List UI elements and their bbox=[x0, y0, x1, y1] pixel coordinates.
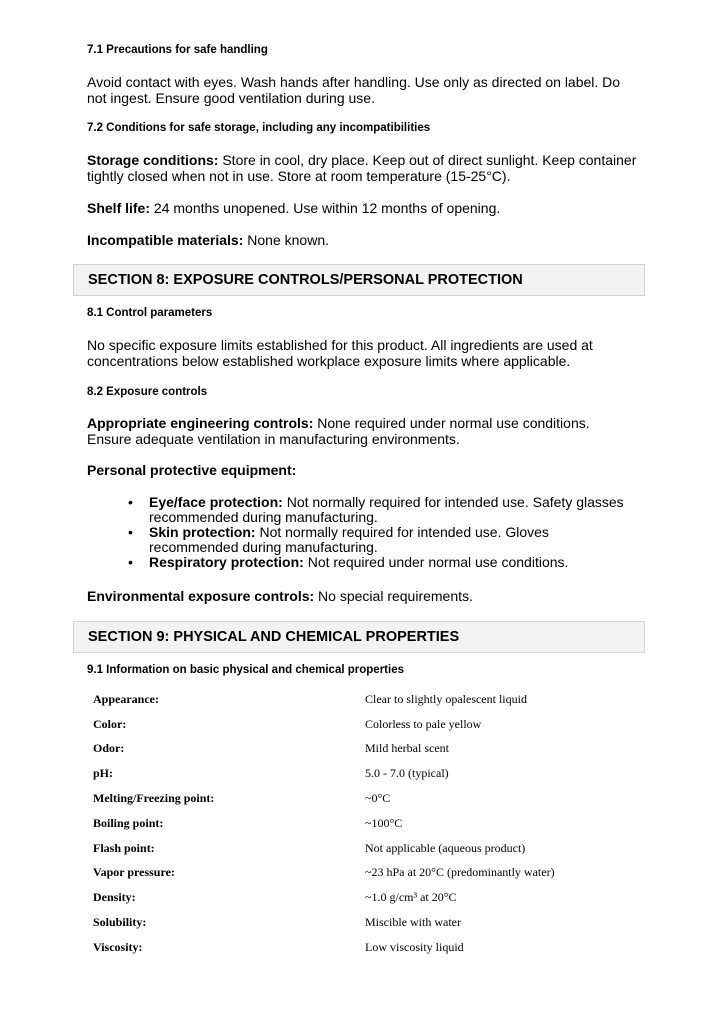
section-8-header bbox=[73, 264, 645, 296]
property-name: Appearance: bbox=[93, 691, 159, 706]
ppe-list bbox=[128, 494, 629, 570]
property-name: pH: bbox=[93, 766, 114, 781]
ppe-heading-label: Personal protective equipment: bbox=[87, 462, 297, 478]
eng-text: None required under normal use conditions. Ensure adequate ventilation in manufacturing environments. bbox=[87, 415, 590, 447]
shelf-label: Shelf life: bbox=[87, 200, 151, 216]
env-text: No special requirements. bbox=[314, 588, 473, 604]
table-row bbox=[93, 811, 633, 836]
heading-7-2: 7.2 Conditions for safe storage, including any incompatibilities bbox=[87, 122, 431, 134]
list-item bbox=[128, 524, 629, 555]
section-8-title: SECTION 8: EXPOSURE CONTROLS/PERSONAL PROTECTION bbox=[88, 272, 523, 288]
shelf-text: 24 months unopened. Use within 12 months of opening. bbox=[150, 200, 501, 216]
property-value: Not applicable (aqueous product) bbox=[365, 840, 526, 855]
heading-8-2: 8.2 Exposure controls bbox=[87, 386, 208, 398]
incompatible-materials bbox=[87, 232, 637, 248]
section-9-header bbox=[73, 621, 645, 653]
section-9-title: SECTION 9: PHYSICAL AND CHEMICAL PROPERTIES bbox=[88, 629, 460, 645]
properties-table bbox=[93, 687, 633, 960]
table-row bbox=[93, 836, 633, 861]
table-row bbox=[93, 885, 633, 910]
property-value: Colorless to pale yellow bbox=[365, 716, 482, 731]
table-row bbox=[93, 737, 633, 762]
property-name: Odor: bbox=[93, 741, 125, 756]
heading-9-1: 9.1 Information on basic physical and chemical properties bbox=[87, 664, 404, 676]
engineering-controls bbox=[87, 415, 637, 447]
heading-7-1: 7.1 Precautions for safe handling bbox=[87, 44, 268, 56]
bullet: • bbox=[128, 554, 133, 570]
bullet: • bbox=[128, 524, 133, 540]
property-value: Mild herbal scent bbox=[365, 741, 449, 756]
table-row bbox=[93, 687, 633, 712]
heading-8-1: 8.1 Control parameters bbox=[87, 307, 213, 319]
property-name: Melting/Freezing point: bbox=[93, 791, 215, 806]
storage-text: Store in cool, dry place. Keep out of direct sunlight. Keep container tightly closed when not in use. Store at room temperature (15-25°C). bbox=[87, 152, 637, 184]
ppe-skin-label: Skin protection: bbox=[149, 524, 256, 540]
property-value: ~0°C bbox=[365, 791, 391, 806]
incompat-text: None known. bbox=[243, 232, 329, 248]
property-name: Vapor pressure: bbox=[93, 865, 175, 880]
property-value: Low viscosity liquid bbox=[365, 939, 464, 954]
table-row bbox=[93, 786, 633, 811]
paragraph-7-1: Avoid contact with eyes. Wash hands after handling. Use only as directed on label. Do not ingest. Ensure good ventilation during use. bbox=[87, 74, 621, 106]
property-value: Clear to slightly opalescent liquid bbox=[365, 691, 527, 706]
property-name: Solubility: bbox=[93, 915, 147, 930]
ppe-eye-label: Eye/face protection: bbox=[149, 494, 283, 510]
property-value: Miscible with water bbox=[365, 915, 461, 930]
property-name: Flash point: bbox=[93, 840, 155, 855]
table-row bbox=[93, 861, 633, 886]
ppe-resp-label: Respiratory protection: bbox=[149, 554, 304, 570]
property-value: 5.0 - 7.0 (typical) bbox=[365, 766, 449, 781]
env-label: Environmental exposure controls: bbox=[87, 588, 315, 604]
ppe-heading bbox=[87, 462, 637, 478]
ppe-eye-text: Not normally required for intended use. Safety glasses recommended during manufacturing. bbox=[149, 494, 624, 525]
list-item bbox=[128, 494, 629, 525]
property-name: Viscosity: bbox=[93, 939, 143, 954]
shelf-life bbox=[87, 200, 637, 216]
list-item bbox=[128, 554, 629, 570]
eng-label: Appropriate engineering controls: bbox=[87, 415, 314, 431]
table-row bbox=[93, 712, 633, 737]
property-value: ~1.0 g/cm³ at 20°C bbox=[365, 890, 457, 905]
ppe-resp-text: Not required under normal use conditions. bbox=[303, 554, 569, 570]
environmental-controls bbox=[87, 588, 637, 604]
paragraph-8-1: No specific exposure limits established for this product. All ingredients are used at concentrations below established workplace exposure limits where applicable. bbox=[87, 337, 593, 369]
table-row bbox=[93, 761, 633, 786]
bullet: • bbox=[128, 494, 133, 510]
ppe-skin-text: Not normally required for intended use. Gloves recommended during manufacturing. bbox=[149, 524, 549, 555]
property-value: ~23 hPa at 20°C (predominantly water) bbox=[365, 865, 555, 880]
property-name: Density: bbox=[93, 890, 136, 905]
storage-label: Storage conditions: bbox=[87, 152, 219, 168]
property-name: Color: bbox=[93, 716, 127, 731]
incompat-label: Incompatible materials: bbox=[87, 232, 244, 248]
table-row bbox=[93, 935, 633, 960]
storage-conditions bbox=[87, 152, 637, 184]
property-name: Boiling point: bbox=[93, 815, 164, 830]
table-row bbox=[93, 910, 633, 935]
property-value: ~100°C bbox=[365, 815, 403, 830]
